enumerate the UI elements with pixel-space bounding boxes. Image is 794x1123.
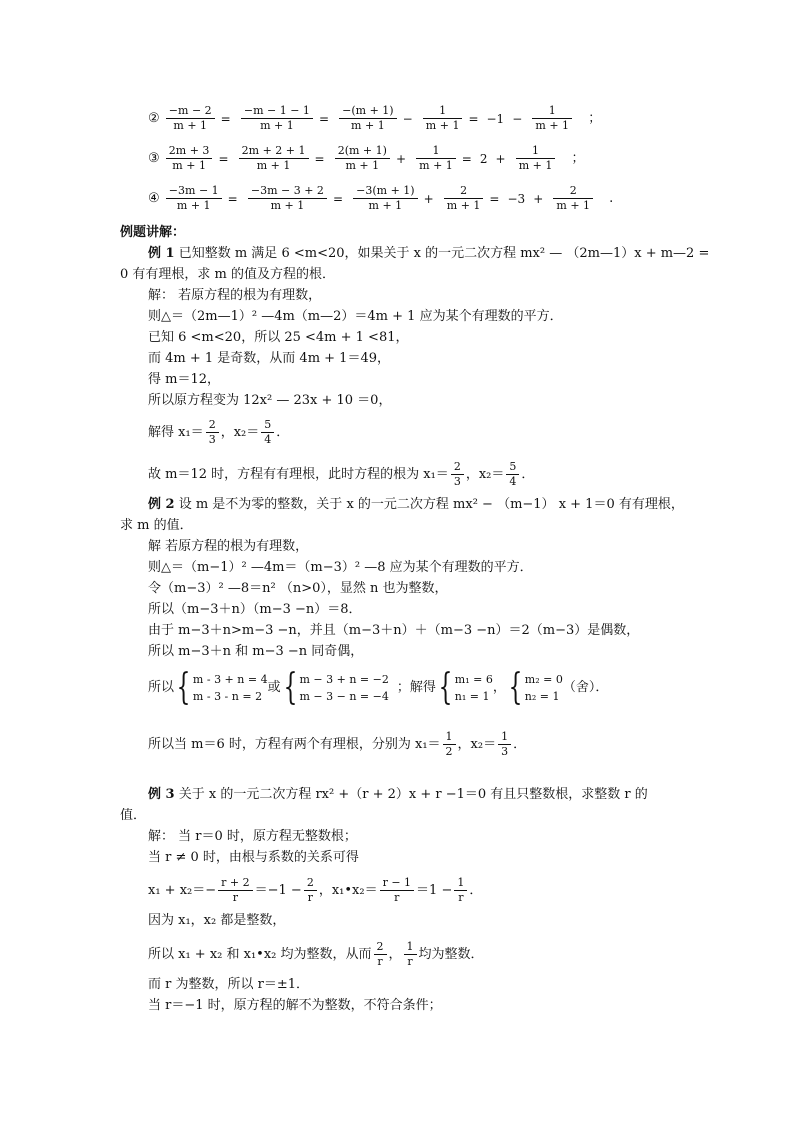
fraction: $\frac{5}{4}$ — [506, 460, 519, 489]
example-3-line-2: 值． — [120, 808, 147, 823]
solution-line: 由于 m−3＋n>m−3 −n，并且（m−3＋n）＋（m−3 −n）＝2（m−3）是偶数， — [148, 623, 640, 638]
solution-line: 得 m＝12， — [148, 372, 221, 387]
fraction: $\frac{2m + 2 + 1}{m + 1}$ — [239, 144, 309, 173]
fraction: $\frac{2(m + 1)}{m + 1}$ — [335, 144, 390, 173]
fraction: $\frac{2}{m + 1}$ — [444, 184, 484, 213]
fraction: $\frac{1}{m + 1}$ — [516, 144, 556, 173]
vieta-relations: x₁ + x₂＝− $\frac{r + 2}{r}$ ＝−1 − $\frac{2}{r}$ ，x₁•x₂＝ $\frac{r - 1}{r}$ ＝1 − $\frac{1}{r}$ ． — [148, 876, 483, 904]
fraction: $\frac{-m - 1 - 1}{m + 1}$ — [241, 104, 313, 133]
example-label: 例 3 — [148, 787, 175, 802]
fraction: $\frac{1}{3}$ — [498, 730, 511, 759]
example-1-line-1: 例 1 已知整数 m 满足 6 <m<20，如果关于 x 的一元二次方程 mx² — （2m—1）x + m—2 = — [148, 246, 710, 261]
fraction: $\frac{2}{r}$ — [304, 876, 317, 905]
fraction: $\frac{1}{r}$ — [404, 940, 417, 969]
fraction: $\frac{2}{r}$ — [374, 940, 387, 969]
solution-line: 已知 6 <m<20，所以 25 <4m + 1 <81， — [148, 330, 409, 345]
fraction: $\frac{5}{4}$ — [261, 418, 274, 447]
equation-system: m − 3 + n = −2 m − 3 − n = −4 — [299, 673, 389, 703]
fraction: $\frac{1}{m + 1}$ — [423, 104, 463, 133]
equation-systems: 所以{ m - 3 + n = 4 m - 3 - n = 2 或{ m − 3 + n = −2 m − 3 − n = −4 ；解得{ m₁ = 6 n₁ = 1 ，{ m₂ = 0 n₂ = 1 （舍）． — [148, 667, 609, 708]
equation-system: m - 3 + n = 4 m - 3 - n = 2 — [192, 673, 268, 703]
fraction: $\frac{2}{3}$ — [451, 460, 464, 489]
fraction: $\frac{-3m - 3 + 2}{m + 1}$ — [248, 184, 327, 213]
example-label: 例 2 — [148, 497, 175, 512]
example-label: 例 1 — [148, 246, 175, 261]
solution-conclusion: 所以当 m＝6 时，方程有两个有理根，分别为 x₁＝ $\frac{1}{2}$ ，x₂＝ $\frac{1}{3}$ ． — [148, 730, 527, 758]
fraction: $\frac{r + 2}{r}$ — [218, 876, 252, 905]
solution-line: 则△＝（2m—1）² —4m（m—2）＝4m + 1 应为某个有理数的平方． — [148, 309, 563, 324]
fraction: $\frac{1}{m + 1}$ — [416, 144, 456, 173]
solution-line: 令（m−3）² —8＝n² （n>0），显然 n 也为整数， — [148, 581, 448, 596]
solution-line: 而 r 为整数，所以 r＝±1． — [148, 977, 309, 992]
equation-system: m₁ = 6 n₁ = 1 — [454, 673, 493, 703]
example-1-line-2: 0 有有理根，求 m 的值及方程的根． — [120, 267, 335, 282]
formula-2: ② $\frac{-m - 2}{m + 1}$ = $\frac{-m - 1 - 1}{m + 1}$ = $\frac{-(m + 1)}{m + 1}$ − $\frac{1}{m + 1}$ = −1 − $\frac{1}{m + 1}$ ； — [148, 104, 602, 132]
formula-3: ③ $\frac{2m + 3}{m + 1}$ = $\frac{2m + 2 + 1}{m + 1}$ = $\frac{2(m + 1)}{m + 1}$ + $\frac{1}{m + 1}$ = 2 + $\frac{1}{m + 1}$ ； — [148, 144, 585, 172]
formula-marker: ② — [148, 111, 160, 126]
solution-line: 所以（m−3＋n）（m−3 −n）＝8． — [148, 602, 362, 617]
fraction: $\frac{1}{r}$ — [454, 876, 467, 905]
example-2-line-1: 例 2 设 m 是不为零的整数，关于 x 的一元二次方程 mx² − （m−1） x + 1＝0 有有理根， — [148, 497, 684, 512]
example-2-line-2: 求 m 的值． — [120, 518, 193, 533]
formula-marker: ③ — [148, 151, 160, 166]
solution-line: 而 4m + 1 是奇数，从而 4m + 1＝49， — [148, 351, 390, 366]
solution-line: 当 r＝−1 时，原方程的解不为整数，不符合条件； — [148, 998, 442, 1013]
fraction: $\frac{1}{2}$ — [443, 730, 456, 759]
solution-line: 因为 x₁，x₂ 都是整数， — [148, 913, 286, 928]
solution-line: 所以原方程变为 12x² — 23x + 10 ＝0， — [148, 393, 392, 408]
fraction: $\frac{1}{m + 1}$ — [532, 104, 572, 133]
fraction: $\frac{2}{m + 1}$ — [553, 184, 593, 213]
fraction: $\frac{-3(m + 1)}{m + 1}$ — [353, 184, 417, 213]
example-3-line-1: 例 3 关于 x 的一元二次方程 rx² +（r + 2）x + r −1＝0 有且只整数根，求整数 r 的 — [148, 787, 648, 802]
fraction: $\frac{r - 1}{r}$ — [380, 876, 414, 905]
equation-system: m₂ = 0 n₂ = 1 — [524, 673, 563, 703]
fraction: $\frac{2m + 3}{m + 1}$ — [166, 144, 213, 173]
solution-line: 所以 x₁ + x₂ 和 x₁•x₂ 均为整数，从而 $\frac{2}{r}$ ， $\frac{1}{r}$ 均为整数． — [148, 940, 484, 968]
solution-line: 所以 m−3＋n 和 m−3 −n 同奇偶， — [148, 644, 364, 659]
solution-roots: 解得 x₁＝ $\frac{2}{3}$ ，x₂＝ $\frac{5}{4}$ ． — [148, 418, 290, 446]
solution-line: 解： 当 r＝0 时，原方程无整数根； — [148, 829, 357, 844]
section-title: 例题讲解： — [120, 225, 186, 240]
fraction: $\frac{-m - 2}{m + 1}$ — [166, 104, 215, 133]
solution-line: 解 若原方程的根为有理数， — [148, 539, 309, 554]
solution-line: 解： 若原方程的根为有理数， — [148, 288, 322, 303]
formula-4: ④ $\frac{-3m - 1}{m + 1}$ = $\frac{-3m - 3 + 2}{m + 1}$ = $\frac{-3(m + 1)}{m + 1}$ + $\frac{2}{m + 1}$ = −3 + $\frac{2}{m + 1}$ . — [148, 184, 614, 212]
solution-line: 当 r ≠ 0 时，由根与系数的关系可得 — [148, 850, 359, 865]
fraction: $\frac{-(m + 1)}{m + 1}$ — [339, 104, 396, 133]
solution-conclusion: 故 m＝12 时，方程有有理根，此时方程的根为 x₁＝ $\frac{2}{3}$ ，x₂＝ $\frac{5}{4}$ ． — [148, 460, 535, 488]
fraction: $\frac{-3m - 1}{m + 1}$ — [166, 184, 222, 213]
solution-line: 则△＝（m−1）² —4m＝（m−3）² —8 应为某个有理数的平方． — [148, 560, 533, 575]
fraction: $\frac{2}{3}$ — [206, 418, 219, 447]
formula-marker: ④ — [148, 191, 160, 206]
